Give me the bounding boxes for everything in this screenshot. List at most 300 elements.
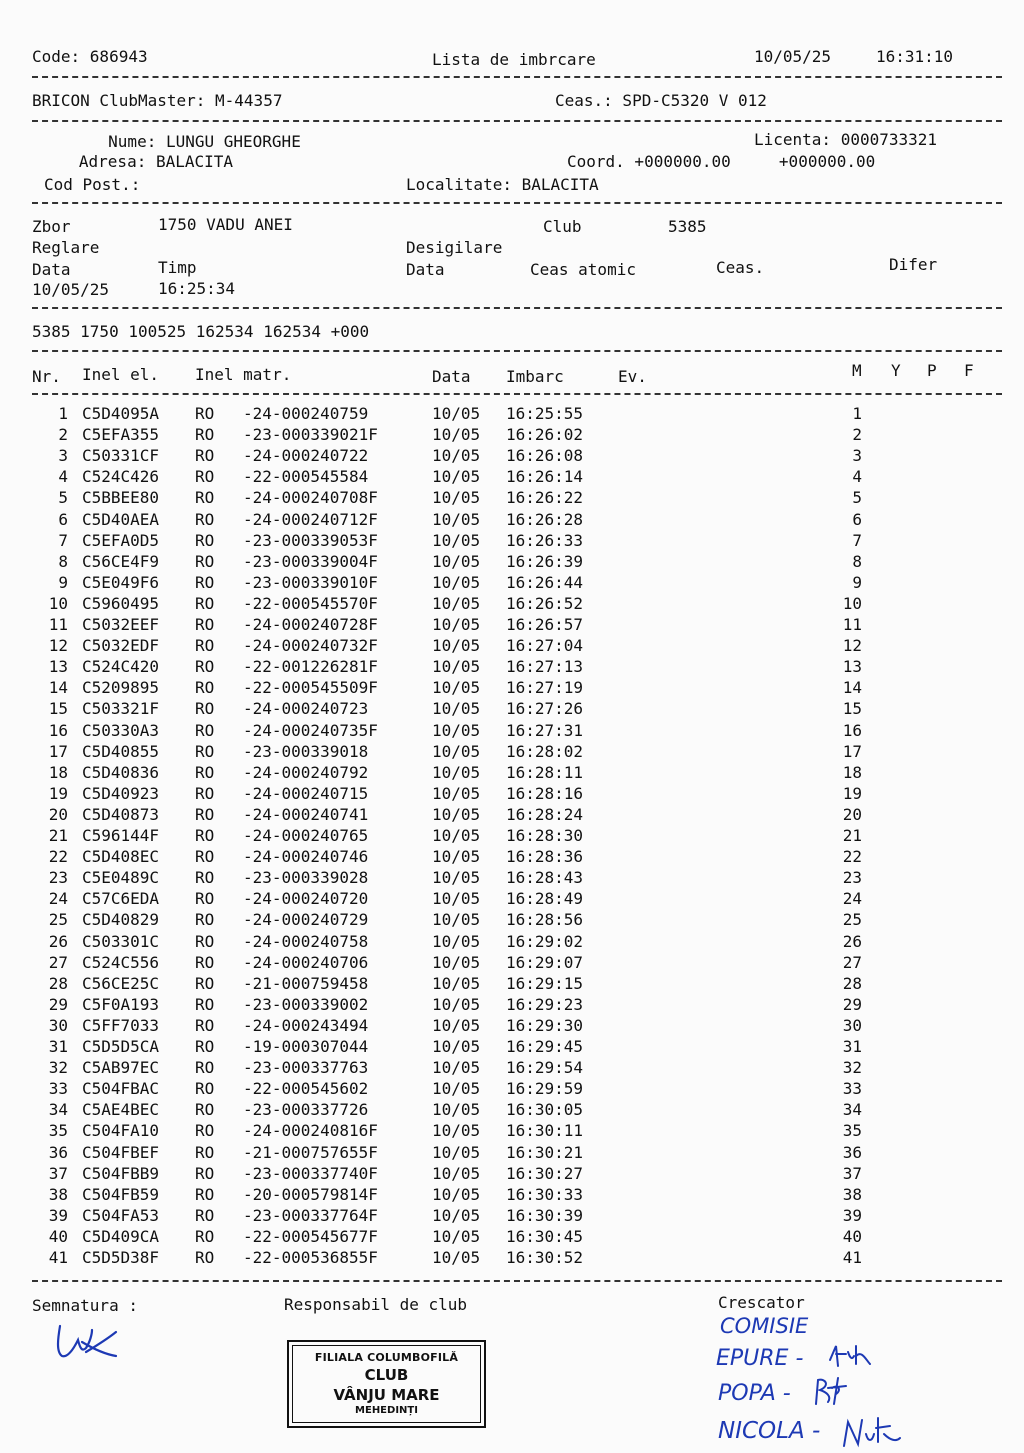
row-m: 36: [842, 1143, 862, 1162]
print-time: 16:31:10: [876, 47, 954, 66]
boarding-time: 16:26:22: [506, 488, 584, 507]
ring-country: RO: [195, 510, 215, 529]
reglare-date: 10/05/25: [32, 280, 110, 299]
row-m: 30: [842, 1016, 862, 1035]
arrival-date: 10/05: [432, 1185, 481, 1204]
ring-country: RO: [195, 868, 215, 887]
row-m: 28: [842, 974, 862, 993]
table-row: [0, 910, 1024, 931]
owner-locality: Localitate: BALACITA: [406, 175, 599, 194]
row-m: 17: [842, 742, 862, 761]
ring-number: -23-000337740F: [243, 1164, 378, 1183]
row-number: 3: [58, 446, 68, 465]
arrival-date: 10/05: [432, 615, 481, 634]
row-m: 33: [842, 1079, 862, 1098]
ring-number: -23-000339053F: [243, 531, 378, 550]
table-row: [0, 678, 1024, 699]
ring-country: RO: [195, 1058, 215, 1077]
arrival-date: 10/05: [432, 889, 481, 908]
row-m: 9: [852, 573, 862, 592]
arrival-date: 10/05: [432, 488, 481, 507]
table-row: [0, 974, 1024, 995]
ring-electronic: C5D408EC: [82, 847, 160, 866]
row-m: 20: [842, 805, 862, 824]
table-row: [0, 932, 1024, 953]
ring-country: RO: [195, 721, 215, 740]
ring-country: RO: [195, 1185, 215, 1204]
clock-model: Ceas.: SPD-C5320 V 012: [555, 91, 767, 110]
row-m: 4: [852, 467, 862, 486]
row-number: 5: [58, 488, 68, 507]
ring-electronic: C5F0A193: [82, 995, 160, 1014]
row-number: 17: [48, 742, 68, 761]
ring-electronic: C524C420: [82, 657, 160, 676]
col-m: M: [852, 361, 862, 380]
ring-country: RO: [195, 552, 215, 571]
ring-electronic: C5D40AEA: [82, 510, 160, 529]
row-m: 21: [842, 826, 862, 845]
ring-electronic: C5D5D5CA: [82, 1037, 160, 1056]
boarding-time: 16:26:52: [506, 594, 584, 613]
club-value: 5385: [668, 217, 707, 236]
ring-number: -22-000545677F: [243, 1227, 378, 1246]
ring-country: RO: [195, 1121, 215, 1140]
row-number: 35: [48, 1121, 68, 1140]
boarding-time: 16:30:39: [506, 1206, 584, 1225]
table-row: [0, 636, 1024, 657]
row-number: 16: [48, 721, 68, 740]
boarding-time: 16:30:05: [506, 1100, 584, 1119]
ring-country: RO: [195, 1164, 215, 1183]
row-m: 40: [842, 1227, 862, 1246]
arrival-date: 10/05: [432, 974, 481, 993]
boarding-time: 16:26:44: [506, 573, 584, 592]
boarding-time: 16:29:30: [506, 1016, 584, 1035]
table-row: [0, 615, 1024, 636]
arrival-date: 10/05: [432, 784, 481, 803]
table-row: [0, 847, 1024, 868]
ring-number: -24-000240715: [243, 784, 369, 803]
table-row: [0, 868, 1024, 889]
difference-label: Difer: [889, 255, 938, 274]
ring-country: RO: [195, 910, 215, 929]
row-m: 2: [852, 425, 862, 444]
col-inel-el: Inel el.: [82, 365, 160, 384]
ring-electronic: C5D4095A: [82, 404, 160, 423]
boarding-time: 16:28:02: [506, 742, 584, 761]
row-number: 34: [48, 1100, 68, 1119]
boarding-time: 16:29:23: [506, 995, 584, 1014]
arrival-date: 10/05: [432, 742, 481, 761]
table-row: [0, 510, 1024, 531]
flight-value: 1750 VADU ANEI: [158, 215, 293, 234]
ring-country: RO: [195, 742, 215, 761]
row-number: 2: [58, 425, 68, 444]
boarding-time: 16:26:14: [506, 467, 584, 486]
owner-coordinates: Coord. +000000.00 +000000.00: [567, 152, 876, 171]
ring-country: RO: [195, 425, 215, 444]
ring-electronic: C5BBEE80: [82, 488, 160, 507]
row-number: 22: [48, 847, 68, 866]
row-number: 21: [48, 826, 68, 845]
table-row: [0, 594, 1024, 615]
ring-country: RO: [195, 531, 215, 550]
row-m: 39: [842, 1206, 862, 1225]
row-number: 31: [48, 1037, 68, 1056]
col-data: Data: [432, 367, 471, 386]
col-y: Y: [891, 361, 901, 380]
ring-electronic: C56CE4F9: [82, 552, 160, 571]
table-row: [0, 1143, 1024, 1164]
row-number: 13: [48, 657, 68, 676]
col-f: F: [964, 361, 974, 380]
table-row: [0, 1185, 1024, 1206]
ring-country: RO: [195, 1143, 215, 1162]
row-number: 38: [48, 1185, 68, 1204]
row-number: 40: [48, 1227, 68, 1246]
ring-number: -23-000339002: [243, 995, 369, 1014]
row-m: 18: [842, 763, 862, 782]
row-number: 32: [48, 1058, 68, 1077]
row-number: 18: [48, 763, 68, 782]
table-row: [0, 1248, 1024, 1269]
arrival-date: 10/05: [432, 932, 481, 951]
row-m: 8: [852, 552, 862, 571]
ring-number: -21-000759458: [243, 974, 369, 993]
ring-electronic: C57C6EDA: [82, 889, 160, 908]
table-row: [0, 889, 1024, 910]
separator: [32, 350, 1002, 352]
row-m: 23: [842, 868, 862, 887]
boarding-time: 16:29:07: [506, 953, 584, 972]
ring-country: RO: [195, 847, 215, 866]
row-m: 29: [842, 995, 862, 1014]
document-title: Lista de imbrcare: [432, 50, 596, 69]
ring-country: RO: [195, 995, 215, 1014]
row-m: 26: [842, 932, 862, 951]
arrival-date: 10/05: [432, 995, 481, 1014]
ring-number: -23-000337764F: [243, 1206, 378, 1225]
boarding-time: 16:30:45: [506, 1227, 584, 1246]
arrival-date: 10/05: [432, 805, 481, 824]
arrival-date: 10/05: [432, 594, 481, 613]
ring-electronic: C504FBEF: [82, 1143, 160, 1162]
row-m: 37: [842, 1164, 862, 1183]
table-row: [0, 995, 1024, 1016]
table-row: [0, 404, 1024, 425]
arrival-date: 10/05: [432, 868, 481, 887]
ring-number: -23-000339010F: [243, 573, 378, 592]
arrival-date: 10/05: [432, 1121, 481, 1140]
row-number: 8: [58, 552, 68, 571]
boarding-time: 16:30:11: [506, 1121, 584, 1140]
owner-license: Licenta: 0000733321: [754, 130, 938, 149]
ring-electronic: C5D5D38F: [82, 1248, 160, 1267]
row-m: 32: [842, 1058, 862, 1077]
arrival-date: 10/05: [432, 953, 481, 972]
arrival-date: 10/05: [432, 636, 481, 655]
stamp-line-2: CLUB: [364, 1366, 409, 1384]
ring-electronic: C5AE4BEC: [82, 1100, 160, 1119]
signature-label: Semnatura :: [32, 1296, 138, 1315]
ring-country: RO: [195, 784, 215, 803]
stamp-line-1: FILIALA COLUMBOFILĂ: [314, 1351, 459, 1364]
ring-number: -20-000579814F: [243, 1185, 378, 1204]
ring-electronic: C5D409CA: [82, 1227, 160, 1246]
boarding-time: 16:28:56: [506, 910, 584, 929]
reglare-label: Reglare: [32, 238, 100, 257]
arrival-date: 10/05: [432, 1227, 481, 1246]
boarding-time: 16:28:36: [506, 847, 584, 866]
ring-number: -22-000545584: [243, 467, 369, 486]
table-row: [0, 1016, 1024, 1037]
table-row: [0, 552, 1024, 573]
table-row: [0, 467, 1024, 488]
table-row: [0, 699, 1024, 720]
owner-postal-code: Cod Post.:: [44, 175, 141, 194]
club-responsible-label: Responsabil de club: [284, 1295, 468, 1314]
row-m: 7: [852, 531, 862, 550]
col-nr: Nr.: [32, 367, 61, 386]
handwritten-epure: EPURE -: [716, 1346, 804, 1371]
separator: [32, 393, 1002, 395]
boarding-time: 16:29:15: [506, 974, 584, 993]
boarding-time: 16:30:33: [506, 1185, 584, 1204]
table-row: [0, 742, 1024, 763]
table-row: [0, 531, 1024, 552]
table-row: [0, 1079, 1024, 1100]
boarding-time: 16:26:57: [506, 615, 584, 634]
row-m: 22: [842, 847, 862, 866]
ring-electronic: C504FA53: [82, 1206, 160, 1225]
row-m: 19: [842, 784, 862, 803]
timp-label: Timp: [158, 258, 197, 277]
signature-scribble: [52, 1318, 122, 1366]
ring-country: RO: [195, 1248, 215, 1267]
table-row: [0, 446, 1024, 467]
ring-number: -24-000240712F: [243, 510, 378, 529]
row-number: 41: [48, 1248, 68, 1267]
arrival-date: 10/05: [432, 1079, 481, 1098]
ring-electronic: C5209895: [82, 678, 160, 697]
ring-country: RO: [195, 826, 215, 845]
ring-country: RO: [195, 446, 215, 465]
arrival-date: 10/05: [432, 404, 481, 423]
arrival-date: 10/05: [432, 510, 481, 529]
club-master: BRICON ClubMaster: M-44357: [32, 91, 283, 110]
row-number: 15: [48, 699, 68, 718]
ring-number: -24-000240706: [243, 953, 369, 972]
row-number: 39: [48, 1206, 68, 1225]
arrival-date: 10/05: [432, 425, 481, 444]
handwritten-commission: COMISIE: [720, 1314, 809, 1338]
row-m: 10: [842, 594, 862, 613]
row-number: 23: [48, 868, 68, 887]
boarding-time: 16:26:28: [506, 510, 584, 529]
table-row: [0, 805, 1024, 826]
table-row: [0, 721, 1024, 742]
table-row: [0, 1121, 1024, 1142]
print-date: 10/05/25: [754, 47, 832, 66]
arrival-date: 10/05: [432, 1058, 481, 1077]
arrival-date: 10/05: [432, 678, 481, 697]
separator: [32, 202, 1002, 204]
boarding-time: 16:30:27: [506, 1164, 584, 1183]
arrival-date: 10/05: [432, 826, 481, 845]
ring-electronic: C503301C: [82, 932, 160, 951]
col-imbarc: Imbarc: [506, 367, 564, 386]
data-label: Data: [32, 260, 71, 279]
table-row: [0, 1037, 1024, 1058]
row-number: 12: [48, 636, 68, 655]
arrival-date: 10/05: [432, 1143, 481, 1162]
boarding-time: 16:26:02: [506, 425, 584, 444]
ring-number: -24-000240720: [243, 889, 369, 908]
table-row: [0, 1206, 1024, 1227]
stamp-line-4: MEHEDINȚI: [355, 1405, 418, 1416]
ring-number: -21-000757655F: [243, 1143, 378, 1162]
ring-number: -24-000240722: [243, 446, 369, 465]
ring-electronic: C5E049F6: [82, 573, 160, 592]
ring-country: RO: [195, 763, 215, 782]
row-m: 13: [842, 657, 862, 676]
arrival-date: 10/05: [432, 910, 481, 929]
ring-number: -24-000240708F: [243, 488, 378, 507]
row-m: 35: [842, 1121, 862, 1140]
arrival-date: 10/05: [432, 1206, 481, 1225]
arrival-date: 10/05: [432, 1164, 481, 1183]
row-m: 12: [842, 636, 862, 655]
arrival-date: 10/05: [432, 531, 481, 550]
row-m: 25: [842, 910, 862, 929]
ring-number: -22-001226281F: [243, 657, 378, 676]
ring-number: -23-000339018: [243, 742, 369, 761]
boarding-time: 16:27:31: [506, 721, 584, 740]
ring-country: RO: [195, 932, 215, 951]
ring-country: RO: [195, 805, 215, 824]
breeder-label: Crescator: [718, 1293, 805, 1312]
table-row: [0, 953, 1024, 974]
atomic-clock-label: Ceas atomic: [530, 260, 636, 279]
row-number: 28: [48, 974, 68, 993]
ring-country: RO: [195, 1227, 215, 1246]
boarding-time: 16:28:16: [506, 784, 584, 803]
row-m: 27: [842, 953, 862, 972]
row-number: 14: [48, 678, 68, 697]
ring-electronic: C5AB97EC: [82, 1058, 160, 1077]
ring-electronic: C5D40829: [82, 910, 160, 929]
row-number: 11: [48, 615, 68, 634]
ring-number: -22-000545602: [243, 1079, 369, 1098]
row-m: 5: [852, 488, 862, 507]
ring-electronic: C5FF7033: [82, 1016, 160, 1035]
col-ev: Ev.: [618, 367, 647, 386]
ring-country: RO: [195, 615, 215, 634]
ring-number: -24-000240816F: [243, 1121, 378, 1140]
arrival-date: 10/05: [432, 552, 481, 571]
ring-number: -24-000240792: [243, 763, 369, 782]
ring-number: -23-000339028: [243, 868, 369, 887]
row-number: 9: [58, 573, 68, 592]
flight-code-line: 5385 1750 100525 162534 162534 +000: [32, 322, 370, 341]
ring-electronic: C5EFA0D5: [82, 531, 160, 550]
club-stamp: [287, 1340, 486, 1428]
table-row: [0, 488, 1024, 509]
ring-electronic: C5032EDF: [82, 636, 160, 655]
ring-electronic: C504FBAC: [82, 1079, 160, 1098]
arrival-date: 10/05: [432, 446, 481, 465]
ring-country: RO: [195, 678, 215, 697]
table-row: [0, 573, 1024, 594]
table-row: [0, 1100, 1024, 1121]
boarding-time: 16:29:59: [506, 1079, 584, 1098]
ring-number: -23-000339004F: [243, 552, 378, 571]
handwritten-nicola: NICOLA -: [718, 1418, 821, 1444]
row-m: 15: [842, 699, 862, 718]
flight-label: Zbor: [32, 217, 71, 236]
arrival-date: 10/05: [432, 573, 481, 592]
boarding-time: 16:27:19: [506, 678, 584, 697]
ring-country: RO: [195, 467, 215, 486]
ring-country: RO: [195, 573, 215, 592]
row-number: 29: [48, 995, 68, 1014]
ring-number: -23-000337763: [243, 1058, 369, 1077]
separator: [32, 76, 1002, 78]
ring-number: -24-000240765: [243, 826, 369, 845]
ring-electronic: C596144F: [82, 826, 160, 845]
ring-number: -24-000240732F: [243, 636, 378, 655]
reglare-time: 16:25:34: [158, 279, 236, 298]
boarding-time: 16:27:13: [506, 657, 584, 676]
table-row: [0, 1164, 1024, 1185]
row-number: 33: [48, 1079, 68, 1098]
ring-number: -23-000339021F: [243, 425, 378, 444]
ring-electronic: C524C426: [82, 467, 160, 486]
row-m: 11: [842, 615, 862, 634]
ring-electronic: C50330A3: [82, 721, 160, 740]
desigilare-label: Desigilare: [406, 238, 503, 257]
ring-number: -19-000307044: [243, 1037, 369, 1056]
boarding-time: 16:26:33: [506, 531, 584, 550]
ring-number: -24-000240723: [243, 699, 369, 718]
ring-electronic: C5D40873: [82, 805, 160, 824]
row-number: 25: [48, 910, 68, 929]
col-inel-matr: Inel matr.: [195, 365, 292, 384]
ring-country: RO: [195, 657, 215, 676]
arrival-date: 10/05: [432, 1037, 481, 1056]
col-p: P: [927, 361, 937, 380]
ring-number: -24-000240746: [243, 847, 369, 866]
row-number: 4: [58, 467, 68, 486]
ring-country: RO: [195, 636, 215, 655]
row-m: 14: [842, 678, 862, 697]
row-m: 38: [842, 1185, 862, 1204]
data-label-2: Data: [406, 260, 445, 279]
arrival-date: 10/05: [432, 699, 481, 718]
clock-label: Ceas.: [716, 258, 765, 277]
ring-number: -22-000545570F: [243, 594, 378, 613]
arrival-date: 10/05: [432, 657, 481, 676]
owner-address: Adresa: BALACITA: [50, 152, 234, 171]
boarding-time: 16:28:43: [506, 868, 584, 887]
separator: [32, 1280, 1002, 1282]
ring-country: RO: [195, 404, 215, 423]
ring-country: RO: [195, 889, 215, 908]
separator: [32, 307, 1002, 309]
ring-number: -24-000240741: [243, 805, 369, 824]
boarding-time: 16:29:54: [506, 1058, 584, 1077]
ring-country: RO: [195, 488, 215, 507]
